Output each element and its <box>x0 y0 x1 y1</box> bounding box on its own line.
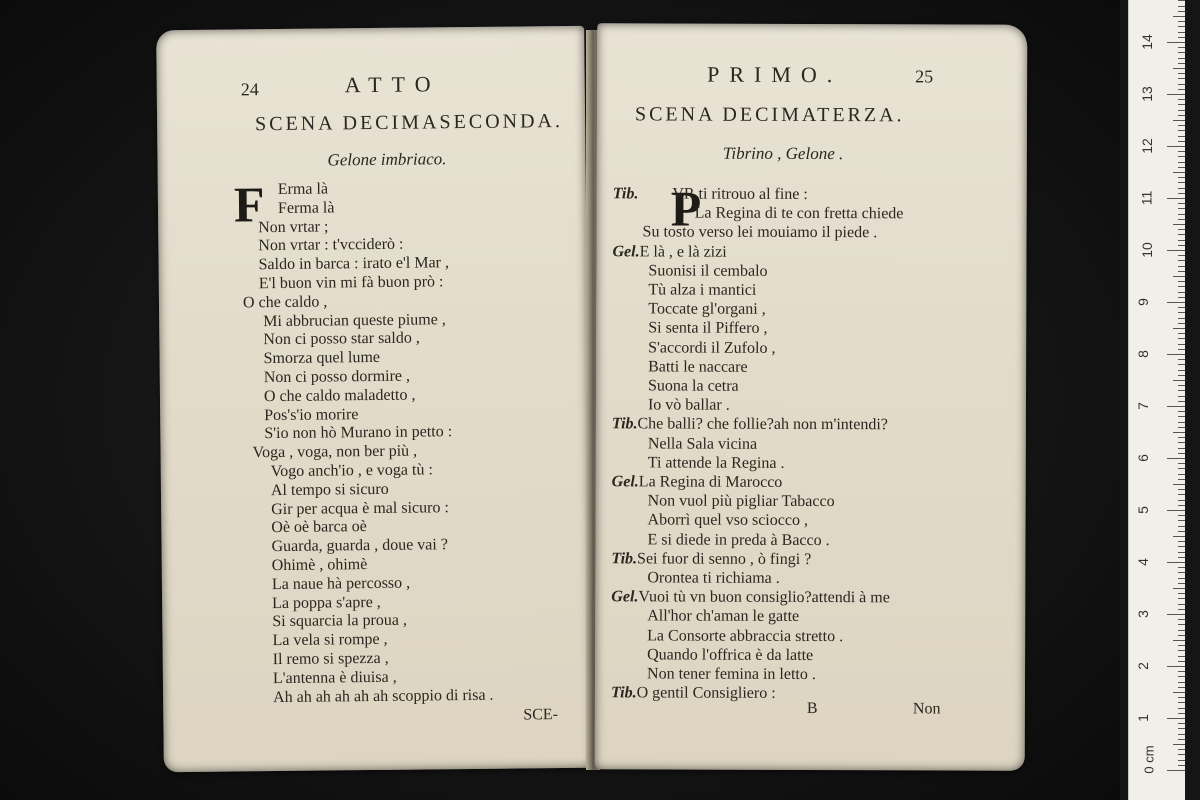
ruler-tick <box>1178 401 1185 402</box>
ruler-tick <box>1178 344 1185 345</box>
verse-line: Non vrtar : t'vcciderò : <box>258 236 404 255</box>
verse-line: E'l buon vin mi fà buon prò : <box>258 273 444 293</box>
verse-line: La vela si rompe , <box>272 631 388 650</box>
ruler-tick <box>1178 260 1185 261</box>
ruler-tick <box>1173 692 1185 693</box>
ruler-tick <box>1167 666 1185 667</box>
dialogue-text: S'accordi il Zufolo , <box>648 339 776 357</box>
ruler-tick <box>1167 302 1185 303</box>
ruler-tick <box>1178 635 1185 636</box>
ruler-tick <box>1178 609 1185 610</box>
ruler-tick <box>1178 271 1185 272</box>
ruler-tick <box>1173 588 1185 589</box>
ruler-tick <box>1178 37 1185 38</box>
ruler-tick <box>1178 479 1185 480</box>
drop-cap: F <box>233 176 265 233</box>
ruler-tick <box>1178 297 1185 298</box>
verse-line: O che caldo , <box>242 293 328 312</box>
ruler-tick <box>1167 250 1185 251</box>
ruler-tick <box>1178 110 1185 111</box>
ruler-tick <box>1178 375 1185 376</box>
ruler-tick <box>1167 718 1185 719</box>
dialogue-text: E là , e là zizi <box>639 242 727 261</box>
ruler-tick <box>1178 656 1185 657</box>
ruler-tick <box>1178 650 1185 651</box>
dialogue-line <box>648 339 775 357</box>
ruler-tick <box>1178 505 1185 506</box>
ruler-label: 7 <box>1134 402 1151 410</box>
ruler-tick <box>1178 645 1185 646</box>
ruler-tick <box>1178 593 1185 594</box>
ruler-tick <box>1167 94 1185 95</box>
speaker-label: Gel. <box>611 588 639 606</box>
ruler-tick <box>1178 370 1185 371</box>
ruler-tick <box>1178 307 1185 308</box>
dialogue-text: Che balli? che follie?ah non m'intendi? <box>637 415 888 434</box>
ruler-tick <box>1178 583 1185 584</box>
dialogue-line <box>647 608 799 627</box>
dialogue-text: VR ti ritrouo al fine : <box>672 185 808 203</box>
dialogue-text: La Regina di Marocco <box>638 473 783 491</box>
ruler-tick <box>1167 458 1185 459</box>
verse-line: Oè oè barca oè <box>271 518 367 537</box>
verse-line: Vogo anch'io , e voga tù : <box>270 461 433 481</box>
ruler-tick <box>1167 198 1185 199</box>
dialogue-text: La Consorte abbraccia stretto . <box>647 627 844 645</box>
ruler-tick <box>1178 281 1185 282</box>
ruler-tick <box>1178 333 1185 334</box>
dialogue-line <box>612 416 888 435</box>
ruler-tick <box>1178 531 1185 532</box>
ruler-label: 12 <box>1138 138 1155 154</box>
running-head: PRIMO. <box>707 61 843 88</box>
ruler-tick <box>1178 58 1185 59</box>
dialogue-line <box>695 205 904 224</box>
ruler-tick <box>1178 229 1185 230</box>
ruler-tick <box>1178 193 1185 194</box>
ruler-label: 11 <box>1138 190 1155 206</box>
dialogue-line <box>648 454 785 472</box>
ruler-tick <box>1178 604 1185 605</box>
ruler-tick <box>1178 619 1185 620</box>
ruler-tick <box>1178 453 1185 454</box>
ruler-tick <box>1173 120 1185 121</box>
dialogue-line <box>648 262 767 280</box>
dialogue-line <box>647 627 843 646</box>
dialogue-text: Vuoi tù vn buon consiglio?attendi à me <box>638 588 890 607</box>
ruler-label: 5 <box>1134 506 1151 514</box>
ruler-tick <box>1178 437 1185 438</box>
verse-line: Al tempo si sicuro <box>270 480 389 499</box>
speaker-label: Tib. <box>611 415 638 433</box>
dialogue-line <box>648 397 730 415</box>
dialogue-line <box>612 243 726 261</box>
ruler-tick <box>1178 364 1185 365</box>
dialogue-line <box>648 435 757 453</box>
ruler-tick <box>1178 567 1185 568</box>
ruler-tick <box>1178 245 1185 246</box>
ruler-label: 4 <box>1134 558 1151 566</box>
ruler-tick <box>1178 385 1185 386</box>
ruler-tick <box>1178 765 1185 766</box>
ruler-tick <box>1178 702 1185 703</box>
ruler-label: 1 <box>1134 714 1151 722</box>
ruler-tick <box>1178 687 1185 688</box>
ruler-tick <box>1178 474 1185 475</box>
signature-mark: B <box>806 699 818 718</box>
dialogue-text: Tù alza i mantici <box>648 281 757 299</box>
ruler-tick <box>1178 73 1185 74</box>
ruler-tick <box>1178 557 1185 558</box>
speaker-label: Tib. <box>611 550 638 568</box>
dialogue-line <box>648 512 808 531</box>
ruler-tick <box>1167 406 1185 407</box>
dialogue-text: Non tener femina in letto . <box>647 665 816 684</box>
verse-line: Smorza quel lume <box>263 349 381 368</box>
verse-line: Non ci posso dormire , <box>263 367 411 387</box>
dialogue-line <box>643 224 878 243</box>
ruler-tick <box>1178 234 1185 235</box>
ruler-tick <box>1178 78 1185 79</box>
ruler-tick <box>1178 318 1185 319</box>
ruler-tick <box>1173 744 1185 745</box>
dialogue-text: Si senta il Piffero , <box>648 319 768 338</box>
verse-line: S'io non hò Murano in petto : <box>264 423 453 443</box>
ruler-tick <box>1178 500 1185 501</box>
ruler-tick <box>1178 182 1185 183</box>
dialogue-text: Suona la cetra <box>648 377 739 395</box>
ruler-tick <box>1178 359 1185 360</box>
ruler-tick <box>1178 177 1185 178</box>
verse-line: Mi abbrucian queste piume , <box>263 310 446 330</box>
dialogue-line <box>611 588 890 607</box>
page-number: 24 <box>240 79 259 100</box>
ruler-tick <box>1178 676 1185 677</box>
ruler-tick <box>1178 468 1185 469</box>
ruler-tick <box>1178 162 1185 163</box>
ruler-tick <box>1178 520 1185 521</box>
right-page <box>595 23 1028 770</box>
scene-title: SCENA DECIMATERZA. <box>634 103 905 127</box>
measurement-ruler <box>1128 0 1185 800</box>
dialogue-text: La Regina di te con fretta chiede <box>694 204 904 223</box>
ruler-tick <box>1178 99 1185 100</box>
dialogue-text: O gentil Consigliero : <box>636 684 776 703</box>
ruler-tick <box>1178 84 1185 85</box>
ruler-tick <box>1178 546 1185 547</box>
verse-line: La naue hà percosso , <box>271 574 411 593</box>
speaker-label: Tib. <box>610 684 637 702</box>
dialogue-line <box>647 569 779 587</box>
ruler-tick <box>1178 188 1185 189</box>
verse-line: Ferma là <box>277 199 335 217</box>
character-list: Gelone imbriaco. <box>327 149 447 170</box>
ruler-tick <box>1178 349 1185 350</box>
ruler-tick <box>1178 104 1185 105</box>
ruler-tick <box>1178 52 1185 53</box>
ruler-tick <box>1178 489 1185 490</box>
dialogue-line <box>648 281 756 299</box>
ruler-tick <box>1178 89 1185 90</box>
speaker-label: Gel. <box>612 242 640 260</box>
dialogue-text: Io vò ballar . <box>647 396 730 414</box>
speaker-label: Tib. <box>612 185 639 203</box>
ruler-tick <box>1167 770 1185 771</box>
ruler-tick <box>1178 156 1185 157</box>
verse-line: Saldo in barca : irato e'l Mar , <box>258 254 450 274</box>
ruler-tick <box>1173 432 1185 433</box>
page-number: 25 <box>915 66 934 87</box>
verse-line: Non vrtar ; <box>258 218 329 236</box>
verse-line: Gir per acqua è mal sicuro : <box>271 498 449 518</box>
ruler-tick <box>1178 151 1185 152</box>
ruler-label: 14 <box>1138 34 1155 50</box>
ruler-label: 9 <box>1134 298 1151 306</box>
ruler-tick <box>1178 572 1185 573</box>
ruler-tick <box>1173 536 1185 537</box>
ruler-tick <box>1178 396 1185 397</box>
ruler-tick <box>1178 47 1185 48</box>
ruler-tick <box>1178 6 1185 7</box>
ruler-tick <box>1178 266 1185 267</box>
ruler-tick <box>1178 739 1185 740</box>
ruler-tick <box>1178 749 1185 750</box>
ruler-label: 13 <box>1138 86 1155 102</box>
ruler-tick <box>1173 328 1185 329</box>
running-head: ATTO <box>344 71 441 98</box>
ruler-tick <box>1178 338 1185 339</box>
left-page <box>156 26 592 772</box>
ruler-tick <box>1178 552 1185 553</box>
ruler-tick <box>1178 624 1185 625</box>
ruler-tick <box>1178 734 1185 735</box>
ruler-tick <box>1178 494 1185 495</box>
ruler-tick <box>1178 463 1185 464</box>
ruler-tick <box>1178 661 1185 662</box>
dialogue-line <box>648 320 767 338</box>
ruler-label: 0 cm <box>1141 745 1157 774</box>
ruler-tick <box>1173 380 1185 381</box>
ruler-tick <box>1173 172 1185 173</box>
dialogue-line <box>611 684 776 703</box>
dialogue-text: Orontea ti richiama . <box>647 569 780 587</box>
verse-line: L'antenna è diuisa , <box>272 668 397 687</box>
ruler-tick <box>1178 515 1185 516</box>
ruler-tick <box>1167 562 1185 563</box>
verse-line: Il remo si spezza , <box>272 649 389 669</box>
ruler-tick <box>1178 26 1185 27</box>
ruler-tick <box>1178 390 1185 391</box>
ruler-tick <box>1178 442 1185 443</box>
ruler-tick <box>1178 11 1185 12</box>
ruler-tick <box>1167 354 1185 355</box>
verse-line: Voga , voga, non ber più , <box>252 442 418 462</box>
verse-line: La poppa s'apre , <box>272 593 381 612</box>
verse-line: Erma là <box>277 180 329 198</box>
ruler-tick <box>1167 510 1185 511</box>
speaker-label: Gel. <box>611 473 639 491</box>
ruler-tick <box>1173 224 1185 225</box>
ruler-label: 3 <box>1134 610 1151 618</box>
dialogue-text: Aborrì quel vso sciocco , <box>647 511 809 530</box>
ruler-tick <box>1173 276 1185 277</box>
ruler-tick <box>1173 68 1185 69</box>
verse-line: Pos's'io morire <box>264 405 359 424</box>
dialogue-line <box>648 358 748 376</box>
ruler-tick <box>1178 682 1185 683</box>
ruler-tick <box>1178 219 1185 220</box>
ruler-tick <box>1173 484 1185 485</box>
ruler-tick <box>1167 42 1185 43</box>
ruler-tick <box>1178 32 1185 33</box>
ruler-tick <box>1178 728 1185 729</box>
dialogue-text: Su tosto verso lei mouiamo il piede . <box>642 223 878 242</box>
ruler-tick <box>1178 448 1185 449</box>
ruler-tick <box>1178 578 1185 579</box>
dialogue-text: Batti le naccare <box>648 358 748 376</box>
drop-cap: P <box>670 180 702 237</box>
dialogue-line <box>648 301 765 319</box>
ruler-label: 2 <box>1134 662 1151 670</box>
ruler-tick <box>1178 125 1185 126</box>
ruler-tick <box>1178 115 1185 116</box>
dialogue-line <box>647 665 816 684</box>
dialogue-line <box>647 646 813 665</box>
ruler-tick <box>1178 760 1185 761</box>
ruler-tick <box>1178 21 1185 22</box>
verse-line: Ah ah ah ah ah ah scoppio di risa . <box>273 686 494 706</box>
ruler-tick <box>1178 63 1185 64</box>
ruler-tick <box>1178 214 1185 215</box>
dialogue-line <box>647 531 829 550</box>
dialogue-line <box>613 185 808 204</box>
ruler-label: 8 <box>1134 350 1151 358</box>
ruler-tick <box>1178 240 1185 241</box>
dialogue-text: Non vuol più pigliar Tabacco <box>647 492 835 511</box>
catchword: SCE- <box>523 706 559 724</box>
ruler-tick <box>1178 167 1185 168</box>
ruler-tick <box>1178 208 1185 209</box>
scene-title: SCENA DECIMASECONDA. <box>255 110 564 136</box>
dialogue-text: E si diede in preda à Bacco . <box>647 531 830 549</box>
dialogue-text: Sei fuor di senno , ò fingi ? <box>637 550 812 568</box>
dialogue-text: Suonisi il cembalo <box>648 262 768 280</box>
ruler-tick <box>1178 292 1185 293</box>
ruler-tick <box>1178 671 1185 672</box>
ruler-tick <box>1178 708 1185 709</box>
ruler-label: 6 <box>1134 454 1151 462</box>
verse-line: Non ci posso star saldo , <box>263 329 420 349</box>
character-list: Tibrino , Gelone . <box>722 143 844 164</box>
ruler-tick <box>1178 427 1185 428</box>
ruler-tick <box>1178 598 1185 599</box>
ruler-tick <box>1178 630 1185 631</box>
ruler-tick <box>1178 422 1185 423</box>
ruler-tick <box>1178 411 1185 412</box>
dialogue-text: Ti attende la Regina . <box>647 454 785 472</box>
ruler-tick <box>1178 136 1185 137</box>
ruler-tick <box>1178 323 1185 324</box>
verse-line: Ohimè , ohimè <box>271 556 368 575</box>
ruler-tick <box>1167 614 1185 615</box>
ruler-tick <box>1178 416 1185 417</box>
ruler-tick <box>1178 130 1185 131</box>
verse-line: Si squarcia la proua , <box>272 612 408 631</box>
verse-line: O che caldo maladetto , <box>263 386 416 405</box>
ruler-tick <box>1178 312 1185 313</box>
verse-line: Guarda, guarda , doue vai ? <box>271 536 448 556</box>
ruler-tick <box>1178 697 1185 698</box>
dialogue-text: Nella Sala vicina <box>647 435 758 453</box>
ruler-tick <box>1167 146 1185 147</box>
ruler-tick <box>1178 541 1185 542</box>
ruler-tick <box>1178 526 1185 527</box>
dialogue-line <box>648 377 739 395</box>
dialogue-line <box>648 493 835 512</box>
ruler-label: 10 <box>1138 242 1155 258</box>
ruler-tick <box>1178 141 1185 142</box>
dialogue-text: All'hor ch'aman le gatte <box>647 607 800 626</box>
ruler-tick <box>1178 754 1185 755</box>
dialogue-text: Toccate gl'organi , <box>648 300 766 319</box>
dialogue-line <box>611 550 811 569</box>
ruler-tick <box>1178 255 1185 256</box>
ruler-tick <box>1178 723 1185 724</box>
ruler-tick <box>1178 0 1185 1</box>
ruler-tick <box>1173 16 1185 17</box>
ruler-tick <box>1178 286 1185 287</box>
ruler-tick <box>1178 203 1185 204</box>
ruler-tick <box>1173 640 1185 641</box>
dialogue-text: Quando l'offrica è da latte <box>647 646 814 664</box>
dialogue-line <box>612 473 783 492</box>
catchword: Non <box>912 700 941 718</box>
ruler-tick <box>1178 713 1185 714</box>
